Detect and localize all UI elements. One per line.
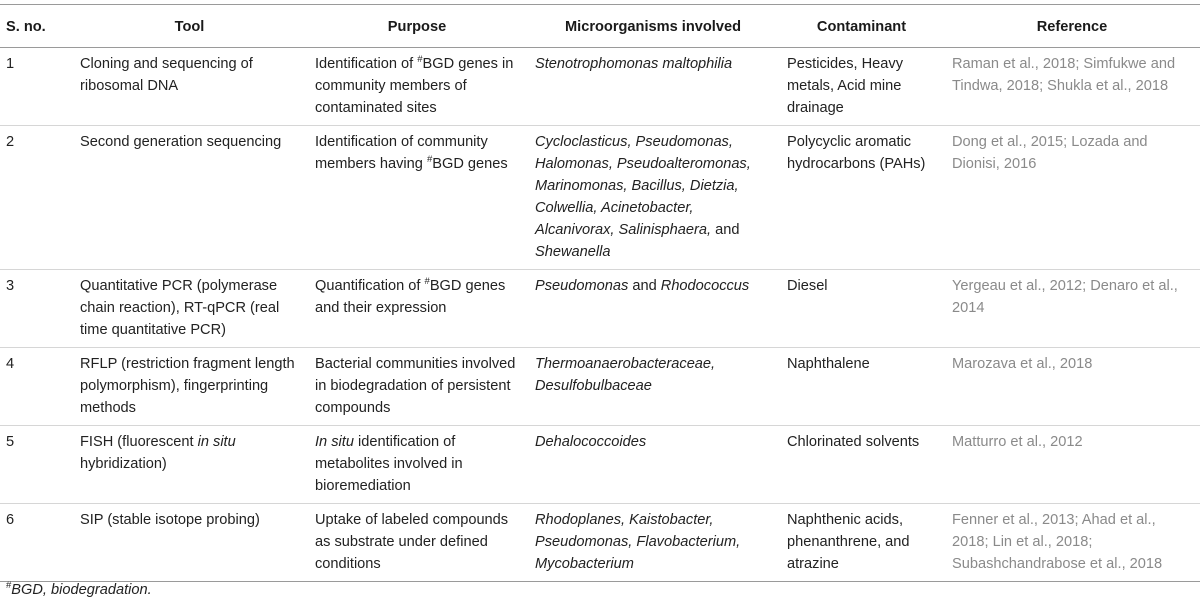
header-row: [0, 5, 1200, 48]
cell-sno: 5: [0, 426, 72, 504]
cell-contaminant: Polycyclic aromatic hydrocarbons (PAHs): [779, 126, 944, 270]
cell-reference[interactable]: Matturro et al., 2012: [944, 426, 1200, 504]
cell-microorganisms: Rhodoplanes, Kaistobacter, Pseudomonas, Flavobacterium, Mycobacterium: [527, 504, 779, 582]
cell-reference[interactable]: Yergeau et al., 2012; Denaro et al., 2014: [944, 270, 1200, 348]
cell-sno: 3: [0, 270, 72, 348]
cell-sno: 4: [0, 348, 72, 426]
footnote-text: BGD, biodegradation.: [11, 582, 152, 598]
cell-purpose: In situ identification of metabolites involved in bioremediation: [307, 426, 527, 504]
cell-tool: Quantitative PCR (polymerase chain reaction), RT-qPCR (real time quantitative PCR): [72, 270, 307, 348]
cell-contaminant: Pesticides, Heavy metals, Acid mine drainage: [779, 48, 944, 126]
cell-sno: 6: [0, 504, 72, 582]
cell-microorganisms: Pseudomonas and Rhodococcus: [527, 270, 779, 348]
table-row: [0, 426, 1200, 504]
cell-tool: Cloning and sequencing of ribosomal DNA: [72, 48, 307, 126]
header-sno: S. no.: [0, 5, 72, 48]
cell-microorganisms: Dehalococcoides: [527, 426, 779, 504]
header-tool: Tool: [72, 5, 307, 48]
table-row: [0, 126, 1200, 270]
header-reference: Reference: [944, 5, 1200, 48]
cell-tool: Second generation sequencing: [72, 126, 307, 270]
cell-reference[interactable]: Dong et al., 2015; Lozada and Dionisi, 2016: [944, 126, 1200, 270]
footnote-marker: #: [6, 580, 12, 591]
table-row: [0, 348, 1200, 426]
cell-sno: 2: [0, 126, 72, 270]
cell-sno: 1: [0, 48, 72, 126]
cell-contaminant: Naphthalene: [779, 348, 944, 426]
cell-microorganisms: Thermoanaerobacteraceae, Desulfobulbaceae: [527, 348, 779, 426]
cell-contaminant: Chlorinated solvents: [779, 426, 944, 504]
cell-purpose: Uptake of labeled compounds as substrate under defined conditions: [307, 504, 527, 582]
table-row: [0, 48, 1200, 126]
header-microorganisms: Microorganisms involved: [527, 5, 779, 48]
cell-contaminant: Diesel: [779, 270, 944, 348]
cell-microorganisms: Cycloclasticus, Pseudomonas, Halomonas, Pseudoalteromonas, Marinomonas, Bacillus, Dietzia, Colwellia, Acinetobacter, Alcanivorax, Salinisphaera, and Shewanella: [527, 126, 779, 270]
cell-purpose: Quantification of #BGD genes and their expression: [307, 270, 527, 348]
cell-purpose: Bacterial communities involved in biodegradation of persistent compounds: [307, 348, 527, 426]
table-row: [0, 504, 1200, 582]
cell-tool: FISH (fluorescent in situ hybridization): [72, 426, 307, 504]
table-row: [0, 270, 1200, 348]
cell-microorganisms: Stenotrophomonas maltophilia: [527, 48, 779, 126]
table-footnote: [6, 582, 152, 598]
cell-contaminant: Naphthenic acids, phenanthrene, and atrazine: [779, 504, 944, 582]
cell-tool: RFLP (restriction fragment length polymorphism), fingerprinting methods: [72, 348, 307, 426]
header-purpose: Purpose: [307, 5, 527, 48]
cell-reference[interactable]: Fenner et al., 2013; Ahad et al., 2018; Lin et al., 2018; Subashchandrabose et al., 2018: [944, 504, 1200, 582]
cell-tool: SIP (stable isotope probing): [72, 504, 307, 582]
data-table: [0, 4, 1200, 582]
cell-reference[interactable]: Raman et al., 2018; Simfukwe and Tindwa, 2018; Shukla et al., 2018: [944, 48, 1200, 126]
header-contaminant: Contaminant: [779, 5, 944, 48]
cell-reference[interactable]: Marozava et al., 2018: [944, 348, 1200, 426]
cell-purpose: Identification of #BGD genes in community members of contaminated sites: [307, 48, 527, 126]
cell-purpose: Identification of community members having #BGD genes: [307, 126, 527, 270]
